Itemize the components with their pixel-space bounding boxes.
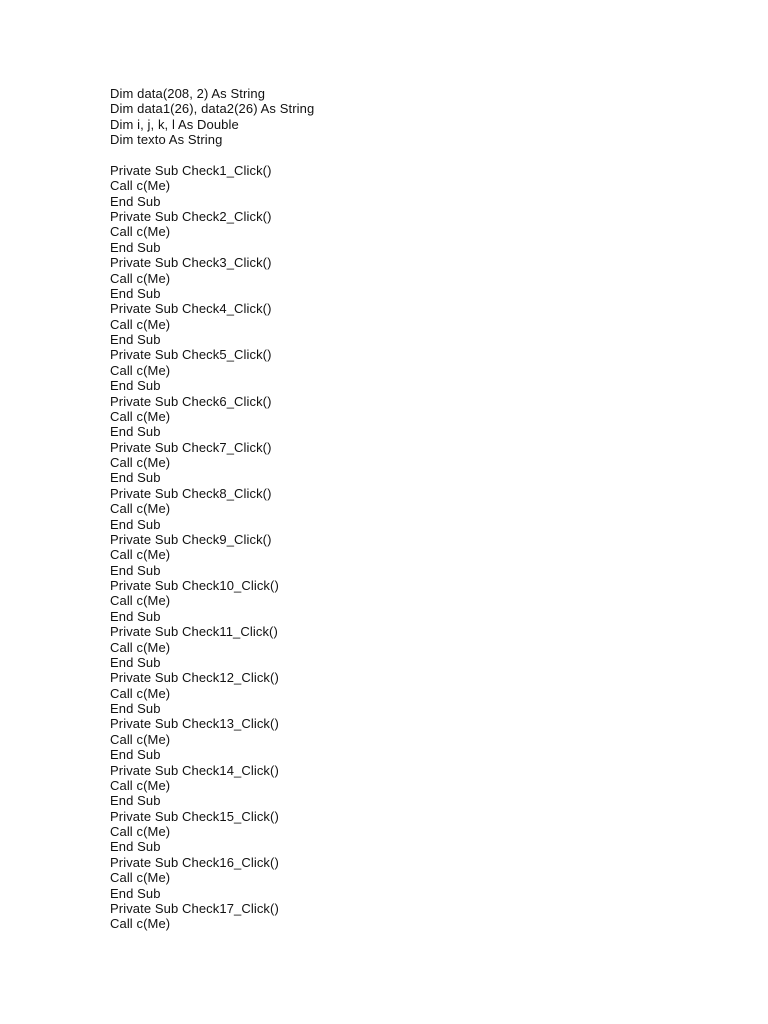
code-line: Call c(Me) — [110, 178, 171, 194]
code-line: End Sub — [110, 332, 161, 347]
code-listing — [110, 86, 314, 932]
code-line: Private Sub Check7_Click() — [110, 439, 272, 455]
code-line: End Sub — [110, 793, 161, 809]
code-line: End Sub — [110, 285, 161, 301]
code-line: Call c(Me) — [110, 408, 171, 424]
code-line: Call c(Me) — [110, 824, 171, 839]
code-line: Private Sub Check13_Click() — [110, 716, 279, 732]
code-line: Private Sub Check3_Click() — [110, 255, 272, 271]
code-line: End Sub — [110, 193, 161, 209]
code-line: Call c(Me) — [110, 547, 171, 563]
code-line: Call c(Me) — [110, 639, 171, 655]
code-line: Private Sub Check9_Click() — [110, 531, 272, 547]
blank-line — [110, 148, 314, 163]
code-line: End Sub — [110, 608, 161, 624]
code-line: Private Sub Check4_Click() — [110, 301, 272, 317]
code-line: Private Sub Check14_Click() — [110, 762, 279, 778]
code-line: Call c(Me) — [110, 685, 171, 701]
code-line: Call c(Me) — [110, 455, 171, 470]
declaration-line: Dim texto As String — [110, 132, 223, 148]
code-line: End Sub — [110, 516, 161, 532]
declaration-line: Dim data(208, 2) As String — [110, 86, 266, 101]
code-line: Private Sub Check11_Click() — [110, 624, 278, 640]
code-line: End Sub — [110, 654, 161, 670]
code-line: Private Sub Check2_Click() — [110, 209, 272, 224]
code-line: Call c(Me) — [110, 316, 171, 332]
code-line: End Sub — [110, 470, 161, 486]
code-line: End Sub — [110, 885, 161, 901]
declarations-block — [110, 86, 314, 148]
code-line: Private Sub Check16_Click() — [110, 854, 279, 870]
code-line: Call c(Me) — [110, 777, 171, 793]
code-line: Call c(Me) — [110, 593, 171, 609]
declaration-line: Dim i, j, k, l As Double — [110, 116, 239, 132]
code-line: End Sub — [110, 701, 161, 716]
declaration-line: Dim data1(26), data2(26) As String — [110, 101, 315, 117]
code-line: Private Sub Check10_Click() — [110, 578, 279, 593]
code-line: Private Sub Check5_Click() — [110, 347, 272, 363]
code-line: End Sub — [110, 424, 161, 440]
code-line: End Sub — [110, 239, 161, 255]
code-line: Private Sub Check8_Click() — [110, 485, 272, 501]
code-line: Private Sub Check1_Click() — [110, 162, 272, 178]
code-line: Private Sub Check12_Click() — [110, 670, 279, 686]
code-line: Private Sub Check15_Click() — [110, 808, 279, 824]
code-line: Call c(Me) — [110, 916, 171, 932]
code-line: Call c(Me) — [110, 870, 171, 886]
code-line: Call c(Me) — [110, 362, 171, 378]
code-line: Call c(Me) — [110, 731, 171, 747]
code-line: Call c(Me) — [110, 270, 171, 286]
code-line: End Sub — [110, 562, 161, 578]
code-body — [110, 163, 314, 932]
code-line: End Sub — [110, 839, 161, 855]
code-line: Private Sub Check17_Click() — [110, 900, 279, 916]
code-line: End Sub — [110, 378, 161, 394]
code-line: Private Sub Check6_Click() — [110, 393, 272, 409]
code-line: Call c(Me) — [110, 224, 171, 240]
code-line: End Sub — [110, 747, 161, 763]
code-line: Call c(Me) — [110, 501, 171, 517]
